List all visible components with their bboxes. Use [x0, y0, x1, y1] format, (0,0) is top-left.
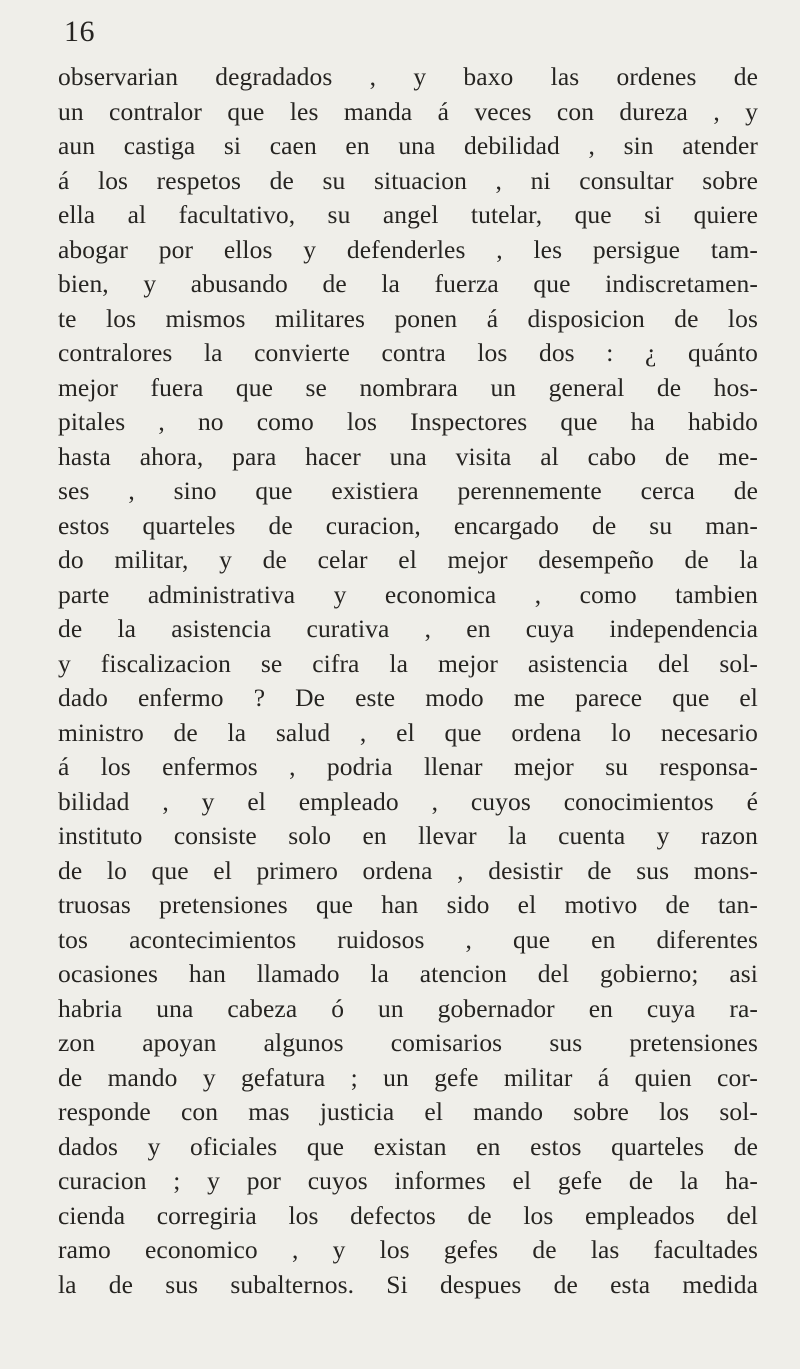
text-line: habria una cabeza ó un gobernador en cuya ra-: [58, 993, 758, 1023]
text-line: responde con mas justicia el mando sobre los sol-: [58, 1097, 758, 1126]
text-line: estos quarteles de curacion, encargado de su man-: [58, 510, 758, 540]
text-line: dado enfermo ? De este modo me parece que el: [58, 683, 758, 712]
text-line: contralores la convierte contra los dos : ¿ quánto: [58, 338, 758, 367]
text-line: cienda corregiria los defectos de los empleados del: [58, 1200, 758, 1230]
text-line: á los enfermos , podria llenar mejor su responsa-: [58, 752, 758, 781]
page-number: 16: [64, 15, 95, 48]
text-line: ses , sino que existiera perennemente cerca de: [58, 476, 758, 505]
text-line: ella al facultativo, su angel tutelar, que si quiere: [58, 200, 758, 229]
text-line: bilidad , y el empleado , cuyos conocimientos é: [58, 786, 758, 816]
text-line: ramo economico , y los gefes de las facultades: [58, 1235, 758, 1264]
body-text: [58, 60, 758, 1302]
text-line: zon apoyan algunos comisarios sus pretensiones: [58, 1028, 758, 1057]
text-line: un contralor que les manda á veces con dureza , y: [58, 96, 758, 126]
text-line: bien, y abusando de la fuerza que indiscretamen-: [58, 269, 758, 298]
text-line: hasta ahora, para hacer una visita al cabo de me-: [58, 441, 758, 471]
text-line: á los respetos de su situacion , ni consultar sobre: [58, 165, 758, 195]
text-line: do militar, y de celar el mejor desempeño de la: [58, 545, 758, 574]
text-line: parte administrativa y economica , como tambien: [58, 579, 758, 609]
text-line: pitales , no como los Inspectores que ha habido: [58, 407, 758, 436]
text-line: ministro de la salud , el que ordena lo necesario: [58, 717, 758, 747]
text-line: la de sus subalternos. Si despues de esta medida: [58, 1269, 758, 1299]
text-line: truosas pretensiones que han sido el motivo de tan-: [58, 890, 758, 919]
text-line: te los mismos militares ponen á disposicion de los: [58, 303, 758, 333]
text-line: dados y oficiales que existan en estos quarteles de: [58, 1131, 758, 1161]
text-line: de mando y gefatura ; un gefe militar á quien cor-: [58, 1062, 758, 1092]
text-line: ocasiones han llamado la atencion del gobierno; asi: [58, 959, 758, 988]
text-line: curacion ; y por cuyos informes el gefe de la ha-: [58, 1166, 758, 1195]
text-line: observarian degradados , y baxo las ordenes de: [58, 62, 758, 91]
text-line: de la asistencia curativa , en cuya independencia: [58, 614, 758, 643]
text-line: abogar por ellos y defenderles , les persigue tam-: [58, 234, 758, 264]
text-line: de lo que el primero ordena , desistir de sus mons-: [58, 855, 758, 885]
text-line: y fiscalizacion se cifra la mejor asistencia del sol-: [58, 648, 758, 678]
text-line: instituto consiste solo en llevar la cuenta y razon: [58, 821, 758, 850]
text-line: tos acontecimientos ruidosos , que en diferentes: [58, 924, 758, 954]
text-line: mejor fuera que se nombrara un general de hos-: [58, 372, 758, 402]
text-line: aun castiga si caen en una debilidad , sin atender: [58, 131, 758, 160]
